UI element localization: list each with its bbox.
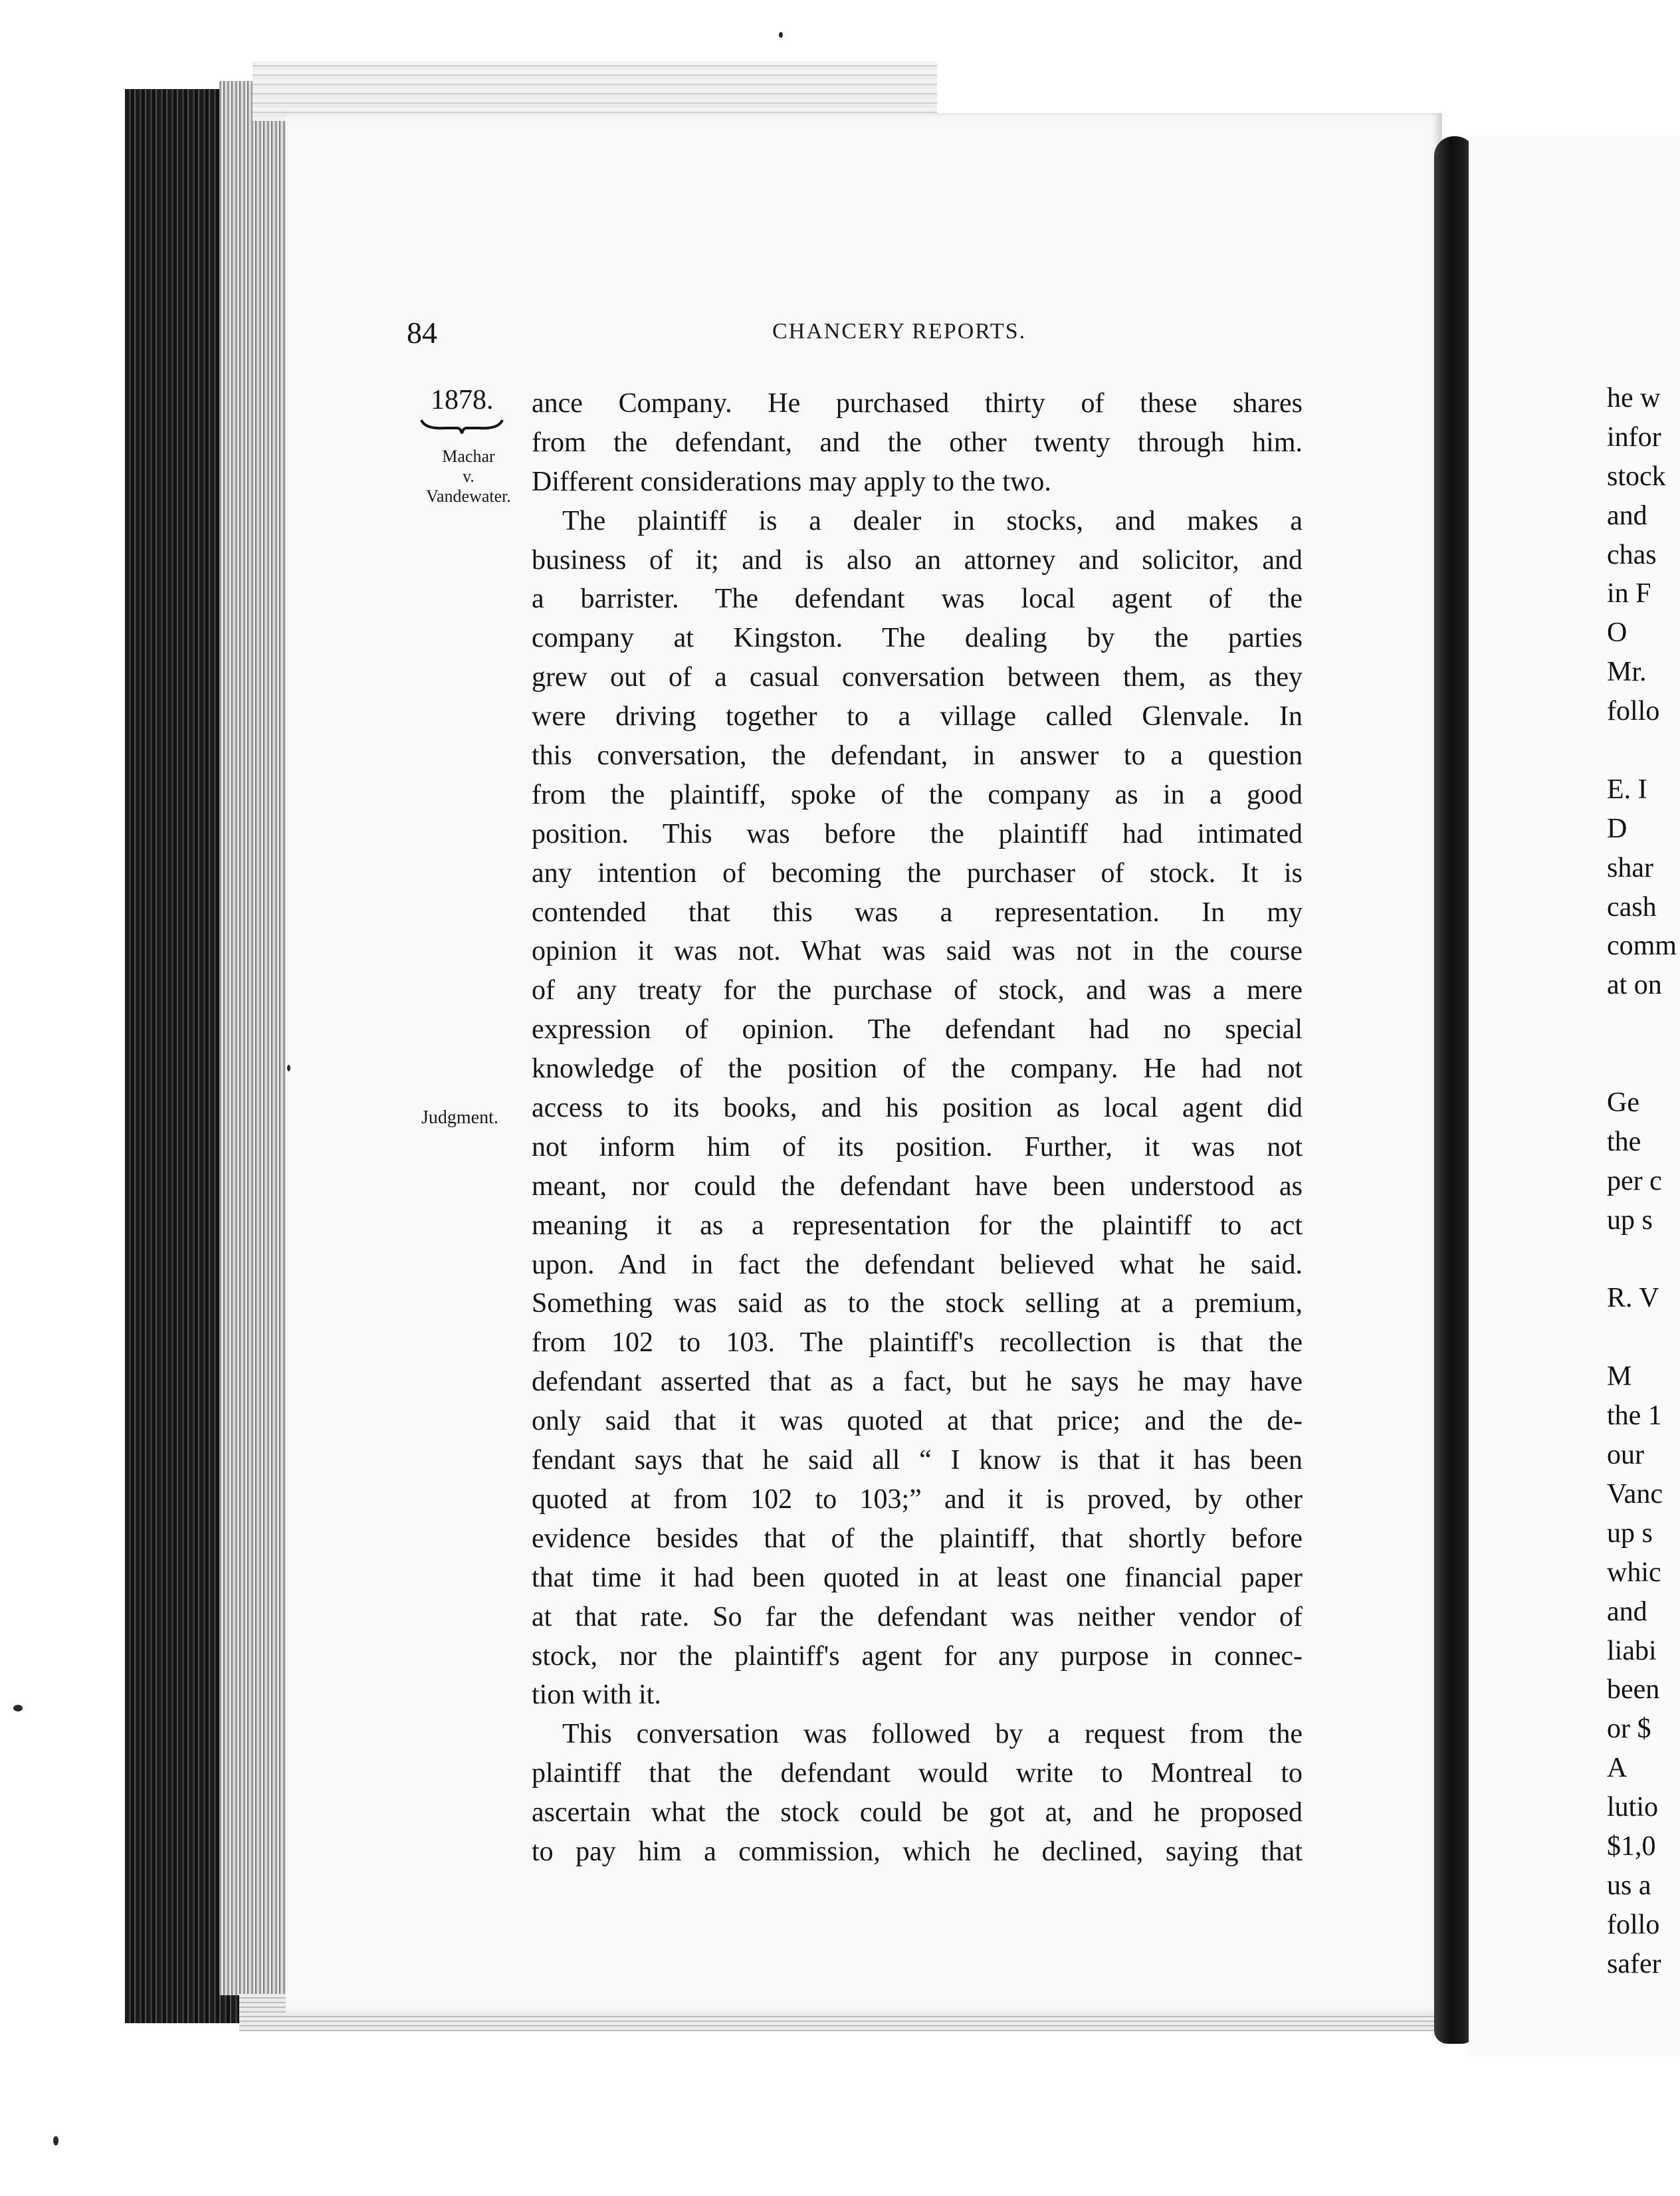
right-page-fragment: whic: [1607, 1557, 1661, 1588]
right-page-fragment: or $: [1607, 1713, 1651, 1745]
right-page-fragment: [1607, 1005, 1680, 1044]
book-page-edges-inner: [219, 81, 292, 1995]
right-page-fragment: shar: [1607, 852, 1653, 883]
text-line: quoted at from 102 to 103;” and it is proved, by other: [532, 1483, 1303, 1515]
text-line: Different considerations may apply to the two.: [532, 466, 1051, 497]
right-page-fragment: follo: [1607, 1909, 1660, 1940]
text-line: knowledge of the position of the company. He had not: [532, 1053, 1303, 1085]
right-page-fragment: and: [1607, 500, 1647, 531]
text-line: of any treaty for the purchase of stock, and was a mere: [532, 975, 1303, 1006]
right-page-fragment: safer: [1607, 1948, 1661, 1979]
margin-year: 1878.: [431, 385, 494, 415]
text-line: fendant says that he said all “ I know is that it has been: [532, 1445, 1303, 1476]
right-page-fragment: Ge: [1607, 1087, 1639, 1119]
right-page-fragment: the 1: [1607, 1400, 1662, 1432]
right-page-fragment: per c: [1607, 1165, 1662, 1196]
text-line: from 102 to 103. The plaintiff's recollection is that the: [532, 1327, 1303, 1359]
page-header: [407, 315, 1311, 355]
scan-speck: [287, 1065, 290, 1071]
right-page-fragment: the: [1607, 1126, 1641, 1157]
text-line: defendant asserted that as a fact, but he says he may have: [532, 1367, 1303, 1398]
right-page-fragment: at on: [1607, 970, 1662, 1001]
case-party-2: Vandewater.: [426, 487, 511, 506]
right-page-fragment: follo: [1607, 696, 1660, 727]
right-page-fragment: [1607, 1318, 1680, 1357]
scan-speck: [53, 2136, 58, 2145]
text-line: expression of opinion. The defendant had no special: [532, 1014, 1303, 1045]
text-line: company at Kingston. The dealing by the parties: [532, 623, 1303, 654]
text-line: plaintiff that the defendant would write to Montreal to: [532, 1758, 1303, 1789]
text-line: were driving together to a village called Glenvale. In: [532, 701, 1303, 732]
scan-speck: [13, 1705, 23, 1711]
text-line: at that rate. So far the defendant was neither vendor of: [532, 1601, 1303, 1632]
right-page-fragment: O: [1607, 617, 1628, 649]
text-line: tion with it.: [532, 1680, 661, 1711]
right-page-fragment: E. I: [1607, 774, 1647, 805]
text-line: Something was said as to the stock selling at a premium,: [532, 1288, 1303, 1319]
text-line: this conversation, the defendant, in answer to a question: [532, 740, 1303, 772]
text-line: business of it; and is also an attorney and solicitor, and: [532, 544, 1303, 576]
text-line: upon. And in fact the defendant believed what he said.: [532, 1249, 1303, 1280]
text-line: meant, nor could the defendant have been understood as: [532, 1170, 1303, 1202]
right-page-fragment: [1607, 1044, 1680, 1083]
text-line: contended that this was a representation. In my: [532, 897, 1303, 928]
text-line: only said that it was quoted at that price; and the de-: [532, 1406, 1303, 1437]
case-brace: [419, 417, 505, 435]
body-text: [532, 384, 1303, 1872]
text-line: access to its books, and his position as local agent did: [532, 1093, 1303, 1124]
right-page-fragment: A: [1607, 1753, 1628, 1784]
text-line: a barrister. The defendant was local agent of the: [532, 584, 1303, 615]
right-page-fragment: been: [1607, 1674, 1660, 1705]
text-line: from the defendant, and the other twenty through him.: [532, 427, 1303, 458]
scan-speck: [779, 32, 783, 38]
right-page-fragment: $1,0: [1607, 1830, 1656, 1862]
text-line: that time it had been quoted in at least one financial paper: [532, 1562, 1303, 1593]
margin-judgment-label: Judgment.: [421, 1107, 498, 1128]
text-line: This conversation was followed by a request from the: [562, 1719, 1303, 1750]
right-page-text-fragments: [1607, 379, 1680, 1984]
right-page-fragment: Mr.: [1607, 657, 1647, 688]
right-page-fragment: our: [1607, 1440, 1644, 1471]
page-number: 84: [407, 316, 437, 350]
text-line: ascertain what the stock could be got at, and he proposed: [532, 1797, 1303, 1828]
text-line: opinion it was not. What was said was not in the course: [532, 936, 1303, 967]
text-line: evidence besides that of the plaintiff, that shortly before: [532, 1523, 1303, 1554]
margin-case-name: [412, 447, 525, 506]
text-line: not inform him of its position. Further, it was not: [532, 1131, 1303, 1162]
text-line: stock, nor the plaintiff's agent for any purpose in connec-: [532, 1640, 1303, 1672]
text-line: from the plaintiff, spoke of the company as in a good: [532, 779, 1303, 810]
text-line: position. This was before the plaintiff had intimated: [532, 818, 1303, 849]
right-page-fragment: up s: [1607, 1204, 1653, 1236]
text-line: any intention of becoming the purchaser of stock. It is: [532, 857, 1303, 889]
right-page-fragment: infor: [1607, 421, 1661, 453]
right-page-fragment: us a: [1607, 1870, 1651, 1901]
right-page-fragment: Vanc: [1607, 1478, 1663, 1509]
right-page-fragment: he w: [1607, 383, 1661, 413]
case-versus: v.: [463, 467, 474, 486]
text-line: ance Company. He purchased thirty of these shares: [532, 388, 1303, 419]
text-line: to pay him a commission, which he declined, saying that: [532, 1836, 1303, 1867]
book-page-edges-top: [253, 61, 937, 121]
right-page-fragment: [1607, 1240, 1680, 1279]
right-page-fragment: cash: [1607, 891, 1657, 923]
case-party-1: Machar: [442, 447, 495, 466]
right-page-fragment: M: [1607, 1361, 1632, 1392]
right-page-fragment: in F: [1607, 578, 1651, 609]
text-line: meaning it as a representation for the plaintiff to act: [532, 1210, 1303, 1241]
right-page-fragment: R. V: [1607, 1283, 1659, 1314]
right-page-fragment: and: [1607, 1596, 1647, 1627]
right-page-fragment: up s: [1607, 1517, 1653, 1549]
right-page-fragment: [1607, 731, 1680, 770]
right-page-fragment: liabi: [1607, 1635, 1657, 1666]
right-page-fragment: comm: [1607, 931, 1677, 962]
right-page-fragment: lutio: [1607, 1792, 1659, 1823]
text-line: The plaintiff is a dealer in stocks, and makes a: [562, 505, 1303, 536]
text-line: grew out of a casual conversation between them, as they: [532, 662, 1303, 693]
right-page-fragment: stock: [1607, 461, 1666, 492]
running-head: CHANCERY REPORTS.: [772, 319, 1027, 344]
right-page-fragment: D: [1607, 813, 1628, 844]
right-page-fragment: chas: [1607, 539, 1657, 570]
